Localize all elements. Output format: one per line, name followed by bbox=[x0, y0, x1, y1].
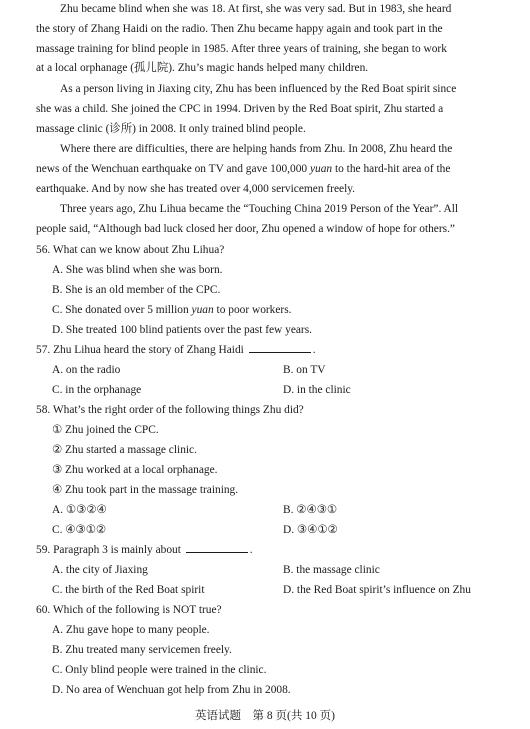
passage-line: massage clinic (诊所) in 2008. It only trained blind people. bbox=[36, 122, 306, 135]
question-58-option-a[interactable]: A. ①③②④ bbox=[52, 504, 107, 516]
question-56-option-c[interactable]: C. She donated over 5 million yuan to poor workers. bbox=[52, 304, 292, 316]
question-58-item-2: ② Zhu started a massage clinic. bbox=[52, 444, 197, 456]
question-59-stem: 59. Paragraph 3 is mainly about . bbox=[36, 544, 253, 556]
passage-line: she was a child. She joined the CPC in 1994. Driven by the Red Boat spirit, Zhu started a bbox=[36, 102, 444, 115]
question-57-option-a[interactable]: A. on the radio bbox=[52, 364, 121, 376]
question-60-option-a[interactable]: A. Zhu gave hope to many people. bbox=[52, 624, 210, 636]
question-57-option-d[interactable]: D. in the clinic bbox=[283, 384, 351, 396]
question-59-option-c[interactable]: C. the birth of the Red Boat spirit bbox=[52, 584, 205, 596]
passage-paragraph-2 bbox=[36, 80, 516, 139]
question-57-option-b[interactable]: B. on TV bbox=[283, 364, 326, 376]
page-footer: 英语试题 第 8 页(共 10 页) bbox=[195, 710, 335, 722]
answer-blank[interactable] bbox=[186, 542, 248, 553]
question-58-item-3: ③ Zhu worked at a local orphanage. bbox=[52, 464, 218, 476]
question-58-item-4: ④ Zhu took part in the massage training. bbox=[52, 484, 239, 496]
passage-line: Three years ago, Zhu Lihua became the “Touching China 2019 Person of the Year”. All bbox=[60, 203, 459, 215]
passage-line-with-italic: news of the Wenchuan earthquake on TV and gave 100,000 yuan to the hard-hit area of the bbox=[36, 162, 451, 175]
passage-line: earthquake. And by now she has treated over 4,000 servicemen freely. bbox=[36, 182, 356, 195]
passage-line: As a person living in Jiaxing city, Zhu has been influenced by the Red Boat spirit since bbox=[60, 83, 457, 95]
passage-line: Where there are difficulties, there are helping hands from Zhu. In 2008, Zhu heard the bbox=[60, 143, 453, 155]
passage-paragraph-3 bbox=[36, 140, 516, 199]
answer-blank[interactable] bbox=[249, 342, 311, 353]
passage-line: Zhu became blind when she was 18. At first, she was very sad. But in 1983, she heard bbox=[60, 3, 452, 15]
italic-yuan: yuan bbox=[309, 162, 333, 175]
question-58-option-b[interactable]: B. ②④③① bbox=[283, 504, 338, 516]
passage-line: at a local orphanage (孤儿院). Zhu’s magic hands helped many children. bbox=[36, 62, 369, 75]
question-58-stem: 58. What’s the right order of the following things Zhu did? bbox=[36, 404, 304, 416]
question-56-option-d[interactable]: D. She treated 100 blind patients over the past few years. bbox=[52, 324, 313, 336]
question-56-stem: 56. What can we know about Zhu Lihua? bbox=[36, 244, 225, 256]
passage-line: massage training for blind people in 1985. After three years of training, she began to work bbox=[36, 42, 447, 55]
question-57-stem: 57. Zhu Lihua heard the story of Zhang Haidi . bbox=[36, 344, 316, 356]
question-58-option-d[interactable]: D. ③④①② bbox=[283, 524, 338, 536]
question-60-option-d[interactable]: D. No area of Wenchuan got help from Zhu in 2008. bbox=[52, 684, 291, 696]
passage-paragraph-1 bbox=[36, 0, 516, 79]
question-57-option-c[interactable]: C. in the orphanage bbox=[52, 384, 142, 396]
question-58-option-c[interactable]: C. ④③①② bbox=[52, 524, 107, 536]
question-60-stem: 60. Which of the following is NOT true? bbox=[36, 604, 222, 616]
passage-paragraph-4 bbox=[36, 200, 516, 240]
question-59-option-b[interactable]: B. the massage clinic bbox=[283, 564, 380, 576]
passage-line: the story of Zhang Haidi on the radio. Then Zhu became happy again and took part in the bbox=[36, 22, 443, 35]
question-56-option-a[interactable]: A. She was blind when she was born. bbox=[52, 264, 223, 276]
question-56-option-b[interactable]: B. She is an old member of the CPC. bbox=[52, 284, 221, 296]
question-60-option-b[interactable]: B. Zhu treated many servicemen freely. bbox=[52, 644, 232, 656]
question-58-item-1: ① Zhu joined the CPC. bbox=[52, 424, 159, 436]
passage-line: people said, “Although bad luck closed her door, Zhu opened a window of hope for others.” bbox=[36, 222, 455, 235]
question-59-option-d[interactable]: D. the Red Boat spirit’s influence on Zhu bbox=[283, 584, 471, 596]
question-60-option-c[interactable]: C. Only blind people were trained in the clinic. bbox=[52, 664, 267, 676]
question-59-option-a[interactable]: A. the city of Jiaxing bbox=[52, 564, 148, 576]
